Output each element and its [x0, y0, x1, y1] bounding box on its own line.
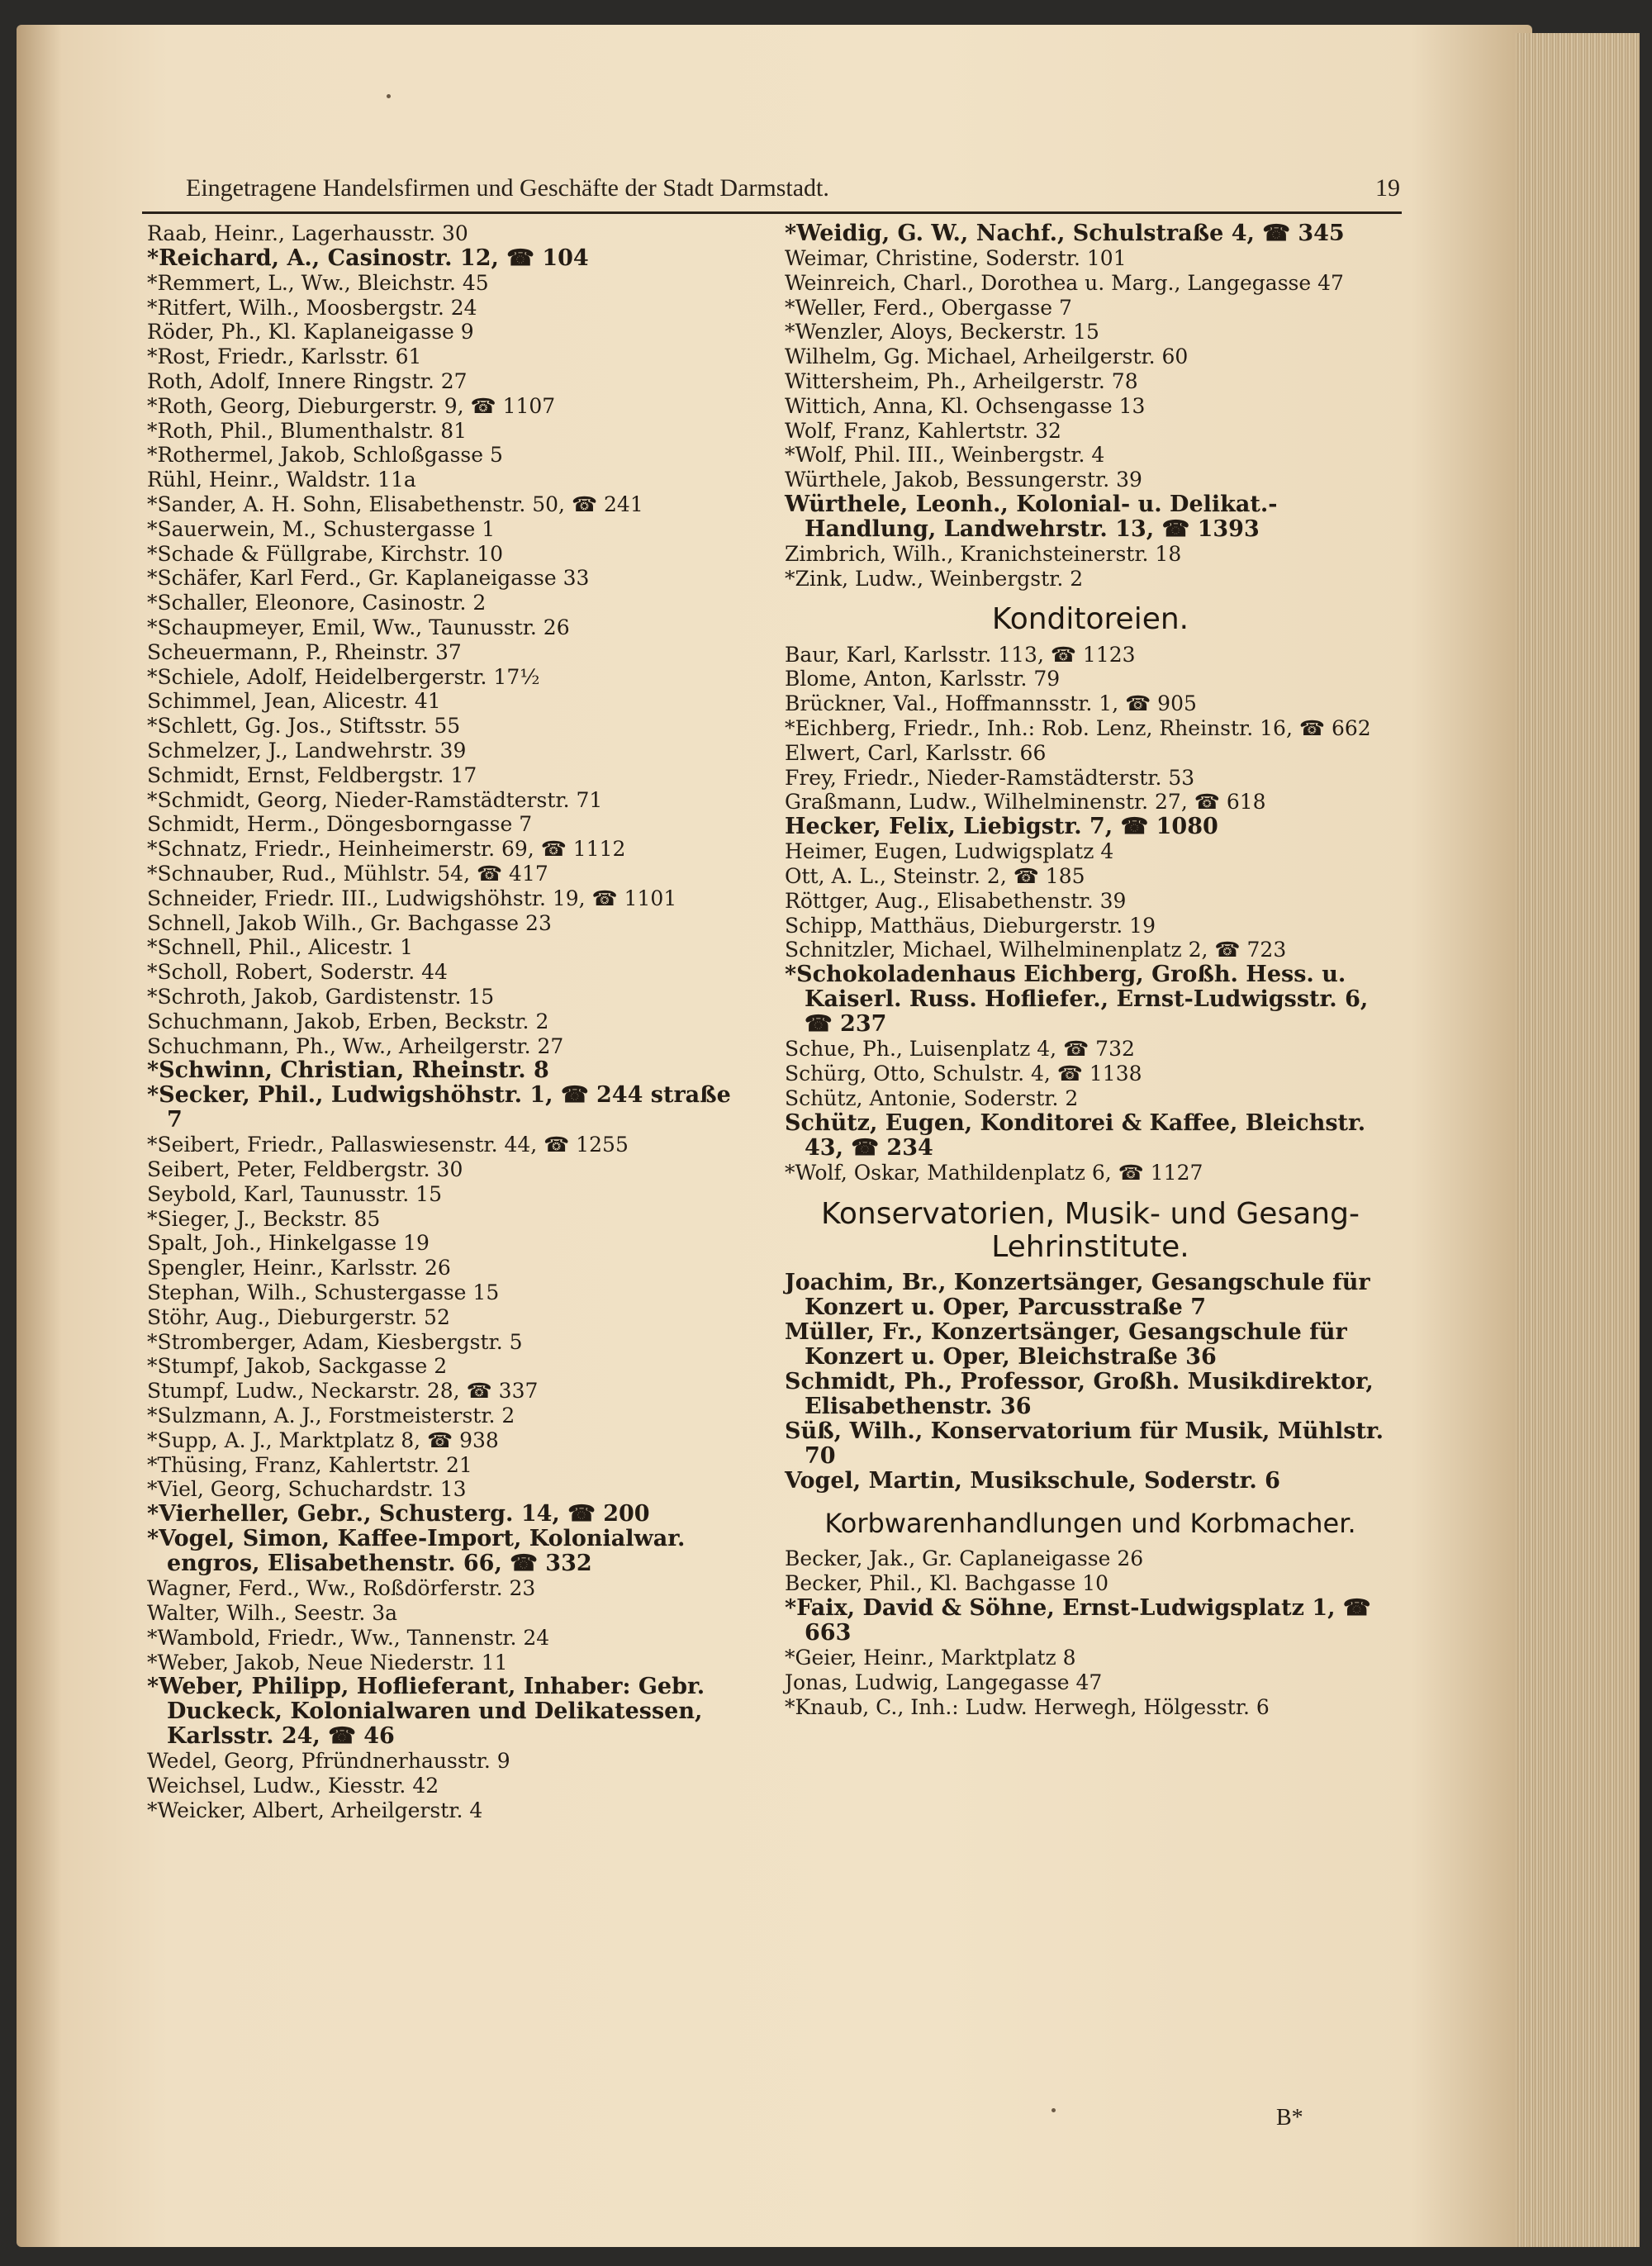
directory-entry: Seybold, Karl, Taunusstr. 15: [147, 1181, 442, 1206]
konservatorien-list: [785, 1271, 1396, 1494]
directory-entry: Schnitzler, Michael, Wilhelminenplatz 2, ☎ 723: [785, 938, 1287, 962]
directory-entry: Wedel, Georg, Pfründnerhausstr. 9: [147, 1749, 510, 1774]
directory-entry: *Schlett, Gg. Jos., Stiftsstr. 55: [147, 714, 461, 739]
directory-entry: *Weber, Jakob, Neue Niederstr. 11: [147, 1650, 508, 1675]
directory-entry: *Schnell, Phil., Alicestr. 1: [147, 935, 413, 960]
directory-entry: *Sulzmann, A. J., Forstmeisterstr. 2: [147, 1404, 515, 1428]
directory-entry: Baur, Karl, Karlsstr. 113, ☎ 1123: [785, 642, 1136, 667]
directory-entry: Schipp, Matthäus, Dieburgerstr. 19: [785, 913, 1156, 938]
directory-entry: Schmidt, Ph., Professor, Großh. Musikdirektor, Elisabethenstr. 36: [785, 1369, 1374, 1420]
directory-entry: Heimer, Eugen, Ludwigsplatz 4: [785, 839, 1114, 864]
directory-entry: *Seibert, Friedr., Pallaswiesenstr. 44, ☎ 1255: [147, 1133, 629, 1157]
directory-entry: Schneider, Friedr. III., Ludwigshöhstr. 19, ☎ 1101: [147, 886, 677, 910]
directory-entry: *Rothermel, Jakob, Schloßgasse 5: [147, 443, 503, 468]
directory-entry: Frey, Friedr., Nieder-Ramstädterstr. 53: [785, 765, 1195, 790]
directory-entry: Schmidt, Ernst, Feldbergstr. 17: [147, 762, 477, 787]
directory-entry: *Sieger, J., Beckstr. 85: [147, 1206, 381, 1231]
right-column-entries: [785, 221, 1396, 591]
right-column: [785, 221, 1396, 1719]
directory-entry: Würthele, Jakob, Bessungerstr. 39: [785, 468, 1142, 492]
directory-entry: Walter, Wilh., Seestr. 3a: [147, 1601, 398, 1626]
section-title-konditoreien: Konditoreien.: [991, 601, 1189, 636]
directory-entry: *Wenzler, Aloys, Beckerstr. 15: [785, 320, 1099, 344]
directory-entry: *Vogel, Simon, Kaffee-Import, Kolonialwar. engros, Elisabethenstr. 66, ☎ 332: [147, 1526, 686, 1577]
directory-entry: *Viel, Georg, Schuchardstr. 13: [147, 1477, 467, 1502]
directory-entry: Röder, Ph., Kl. Kaplaneigasse 9: [147, 320, 474, 344]
directory-entry: Ott, A. L., Steinstr. 2, ☎ 185: [785, 863, 1085, 888]
directory-entry: *Weller, Ferd., Obergasse 7: [785, 295, 1072, 320]
directory-entry: *Faix, David & Söhne, Ernst-Ludwigsplatz 1, ☎ 663: [785, 1594, 1371, 1646]
directory-entry: *Supp, A. J., Marktplatz 8, ☎ 938: [147, 1428, 499, 1452]
directory-entry: Becker, Jak., Gr. Caplaneigasse 26: [785, 1546, 1144, 1571]
directory-entry: Scheuermann, P., Rheinstr. 37: [147, 639, 462, 664]
directory-entry: Graßmann, Ludw., Wilhelminenstr. 27, ☎ 618: [785, 790, 1266, 815]
directory-entry: *Schnauber, Rud., Mühlstr. 54, ☎ 417: [147, 861, 548, 886]
directory-entry: Rühl, Heinr., Waldstr. 11a: [147, 468, 416, 492]
paper-speck: [1051, 2108, 1056, 2112]
left-column: [147, 221, 754, 1823]
directory-entry: *Schokoladenhaus Eichberg, Großh. Hess. u. Kaiserl. Russ. Hofliefer., Ernst-Ludwigsstr. 6, ☎ 237: [785, 962, 1369, 1038]
directory-entry: Joachim, Br., Konzertsänger, Gesangschule für Konzert u. Oper, Parcusstraße 7: [785, 1270, 1370, 1321]
directory-entry: Schimmel, Jean, Alicestr. 41: [147, 689, 441, 714]
directory-entry: *Wolf, Phil. III., Weinbergstr. 4: [785, 443, 1105, 468]
directory-entry: *Schiele, Adolf, Heidelbergerstr. 17½: [147, 664, 540, 689]
directory-entry: Schnell, Jakob Wilh., Gr. Bachgasse 23: [147, 910, 552, 935]
directory-entry: Spalt, Joh., Hinkelgasse 19: [147, 1231, 430, 1256]
section-title-konservatorien: Konservatorien, Musik- und Gesang-Lehrinstitute.: [821, 1197, 1360, 1265]
directory-entry: Wittich, Anna, Kl. Ochsengasse 13: [785, 393, 1146, 418]
directory-entry: *Roth, Georg, Dieburgerstr. 9, ☎ 1107: [147, 393, 556, 418]
running-header: [186, 172, 1400, 205]
directory-entry: *Rost, Friedr., Karlsstr. 61: [147, 344, 422, 369]
directory-entry: Schue, Ph., Luisenplatz 4, ☎ 732: [785, 1037, 1135, 1062]
directory-entry: *Stromberger, Adam, Kiesbergstr. 5: [147, 1329, 523, 1354]
directory-entry: Weinreich, Charl., Dorothea u. Marg., Langegasse 47: [785, 270, 1344, 295]
directory-entry: Röttger, Aug., Elisabethenstr. 39: [785, 888, 1127, 913]
directory-entry: Hecker, Felix, Liebigstr. 7, ☎ 1080: [785, 814, 1218, 840]
directory-entry: *Weber, Philipp, Hoflieferant, Inhaber: Gebr. Duckeck, Kolonialwaren und Delikatessen, Karlsstr. 24, ☎ 46: [147, 1674, 705, 1750]
directory-entry: *Ritfert, Wilh., Moosbergstr. 24: [147, 295, 477, 320]
header-rule: [142, 211, 1402, 214]
directory-entry: *Schade & Füllgrabe, Kirchstr. 10: [147, 541, 504, 566]
directory-entry: *Weidig, G. W., Nachf., Schulstraße 4, ☎ 345: [785, 221, 1345, 246]
directory-entry: Schuchmann, Jakob, Erben, Beckstr. 2: [147, 1009, 549, 1033]
directory-entry: *Schäfer, Karl Ferd., Gr. Kaplaneigasse 33: [147, 566, 590, 591]
directory-entry: Schmidt, Herm., Döngesborngasse 7: [147, 812, 533, 837]
directory-entry: *Sauerwein, M., Schustergasse 1: [147, 516, 496, 541]
directory-entry: Würthele, Leonh., Kolonial- u. Delikat.-Handlung, Landwehrstr. 13, ☎ 1393: [785, 491, 1278, 542]
page-fore-edge: [1516, 33, 1640, 2247]
page-number: 19: [1375, 174, 1400, 202]
directory-entry: Weichsel, Ludw., Kiesstr. 42: [147, 1774, 439, 1798]
directory-entry: Schütz, Antonie, Soderstr. 2: [785, 1085, 1079, 1110]
directory-entry: *Wolf, Oskar, Mathildenplatz 6, ☎ 1127: [785, 1160, 1203, 1185]
directory-entry: Roth, Adolf, Innere Ringstr. 27: [147, 368, 468, 393]
directory-entry: *Zink, Ludw., Weinbergstr. 2: [785, 566, 1084, 591]
directory-entry: Seibert, Peter, Feldbergstr. 30: [147, 1157, 463, 1182]
directory-entry: Zimbrich, Wilh., Kranichsteinerstr. 18: [785, 541, 1182, 566]
directory-entry: Wagner, Ferd., Ww., Roßdörferstr. 23: [147, 1576, 536, 1601]
directory-entry: Schmelzer, J., Landwehrstr. 39: [147, 738, 467, 762]
directory-entry: *Schmidt, Georg, Nieder-Ramstädterstr. 71: [147, 787, 603, 812]
directory-entry: Stumpf, Ludw., Neckarstr. 28, ☎ 337: [147, 1379, 539, 1404]
directory-entry: *Schnatz, Friedr., Heinheimerstr. 69, ☎ 1112: [147, 837, 626, 862]
directory-entry: Brückner, Val., Hoffmannsstr. 1, ☎ 905: [785, 691, 1197, 716]
korbwaren-list: [785, 1546, 1396, 1719]
directory-entry: *Schwinn, Christian, Rheinstr. 8: [147, 1057, 549, 1084]
directory-entry: *Weicker, Albert, Arheilgerstr. 4: [147, 1798, 483, 1823]
directory-entry: Blome, Anton, Karlsstr. 79: [785, 667, 1061, 691]
directory-entry: Elwert, Carl, Karlsstr. 66: [785, 740, 1047, 765]
directory-entry: Weimar, Christine, Soderstr. 101: [785, 246, 1127, 270]
directory-entry: Spengler, Heinr., Karlsstr. 26: [147, 1256, 451, 1280]
directory-entry: *Schaupmeyer, Emil, Ww., Taunusstr. 26: [147, 615, 570, 639]
directory-entry: Schürg, Otto, Schulstr. 4, ☎ 1138: [785, 1061, 1142, 1085]
signature-mark: B*: [1276, 2105, 1303, 2131]
directory-entry: *Scholl, Robert, Soderstr. 44: [147, 960, 448, 985]
section-title-korbwaren: Korbwarenhandlungen und Korbmacher.: [824, 1508, 1356, 1540]
directory-entry: *Vierheller, Gebr., Schusterg. 14, ☎ 200: [147, 1501, 650, 1527]
directory-entry: *Schaller, Eleonore, Casinostr. 2: [147, 591, 487, 615]
directory-entry: Stephan, Wilh., Schustergasse 15: [147, 1280, 500, 1305]
directory-entry: Becker, Phil., Kl. Bachgasse 10: [785, 1571, 1109, 1596]
directory-entry: *Wambold, Friedr., Ww., Tannenstr. 24: [147, 1625, 550, 1650]
header-title: Eingetragene Handelsfirmen und Geschäfte der Stadt Darmstadt.: [186, 174, 829, 202]
directory-entry: Stöhr, Aug., Dieburgerstr. 52: [147, 1304, 450, 1329]
directory-entry: *Roth, Phil., Blumenthalstr. 81: [147, 418, 468, 443]
directory-entry: Wittersheim, Ph., Arheilgerstr. 78: [785, 368, 1138, 393]
directory-entry: Schuchmann, Ph., Ww., Arheilgerstr. 27: [147, 1033, 564, 1058]
directory-entry: *Sander, A. H. Sohn, Elisabethenstr. 50, ☎ 241: [147, 492, 643, 516]
paper-speck: [387, 94, 391, 98]
directory-entry: *Knaub, C., Inh.: Ludw. Herwegh, Hölgesstr. 6: [785, 1694, 1270, 1719]
directory-entry: Süß, Wilh., Konservatorium für Musik, Mühlstr. 70: [785, 1418, 1384, 1470]
konditoreien-list: [785, 643, 1396, 1185]
directory-entry: *Eichberg, Friedr., Inh.: Rob. Lenz, Rheinstr. 16, ☎ 662: [785, 715, 1371, 740]
directory-entry: *Schroth, Jakob, Gardistenstr. 15: [147, 984, 495, 1009]
directory-entry: *Stumpf, Jakob, Sackgasse 2: [147, 1354, 448, 1379]
directory-entry: *Geier, Heinr., Marktplatz 8: [785, 1645, 1076, 1670]
directory-entry: Wilhelm, Gg. Michael, Arheilgerstr. 60: [785, 344, 1189, 369]
directory-entry: Schütz, Eugen, Konditorei & Kaffee, Bleichstr. 43, ☎ 234: [785, 1109, 1366, 1161]
directory-entry: Vogel, Martin, Musikschule, Soderstr. 6: [785, 1468, 1280, 1494]
directory-entry: Raab, Heinr., Lagerhausstr. 30: [147, 221, 468, 245]
directory-entry: *Thüsing, Franz, Kahlertstr. 21: [147, 1452, 472, 1477]
directory-entry: Wolf, Franz, Kahlertstr. 32: [785, 418, 1061, 443]
directory-entry: *Reichard, A., Casinostr. 12, ☎ 104: [147, 245, 589, 271]
directory-entry: *Remmert, L., Ww., Bleichstr. 45: [147, 270, 489, 295]
directory-entry: Jonas, Ludwig, Langegasse 47: [785, 1670, 1103, 1694]
directory-entry: *Secker, Phil., Ludwigshöhstr. 1, ☎ 244 straße 7: [147, 1082, 731, 1133]
directory-entry: Müller, Fr., Konzertsänger, Gesangschule für Konzert u. Oper, Bleichstraße 36: [785, 1319, 1347, 1371]
